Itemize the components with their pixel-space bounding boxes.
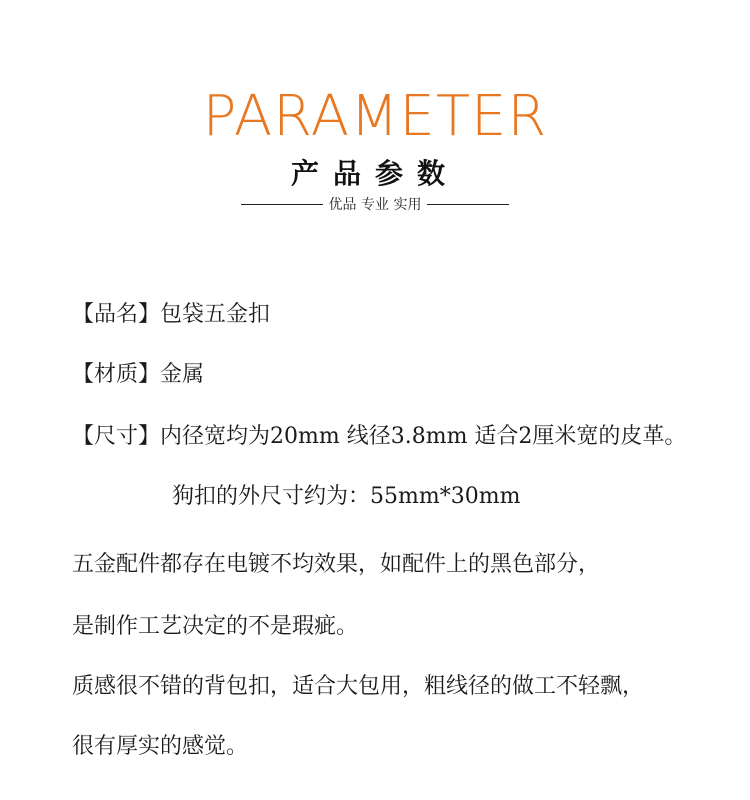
tagline-row	[0, 194, 750, 214]
spec-name-label: 【品名】	[72, 302, 161, 327]
spec-material-value: 金属	[160, 362, 205, 387]
description-line-4: 很有厚实的感觉。	[72, 734, 249, 759]
spec-size-label: 【尺寸】	[72, 424, 161, 449]
spec-name	[72, 300, 270, 330]
spec-size-line2: 狗扣的外尺寸约为：55mm*30mm	[172, 484, 521, 509]
description-line-1: 五金配件都存在电镀不均效果，如配件上的黑色部分，	[72, 552, 601, 577]
page-title: PARAMETER	[202, 84, 548, 149]
page-subtitle: 产品参数	[290, 157, 459, 190]
divider-left	[241, 204, 323, 205]
spec-size	[72, 422, 686, 452]
spec-material	[72, 360, 204, 390]
description-line-3: 质感很不错的背包扣，适合大包用，粗线径的做工不轻飘，	[72, 674, 645, 699]
divider-right	[427, 204, 509, 205]
spec-material-label: 【材质】	[72, 362, 161, 387]
description-line-2: 是制作工艺决定的不是瑕疵。	[72, 614, 359, 639]
tagline: 优品 专业 实用	[328, 197, 422, 213]
spec-name-value: 包袋五金扣	[160, 302, 271, 327]
spec-size-line1: 内径宽均为20mm 线径3.8mm 适合2厘米宽的皮革。	[160, 424, 687, 449]
